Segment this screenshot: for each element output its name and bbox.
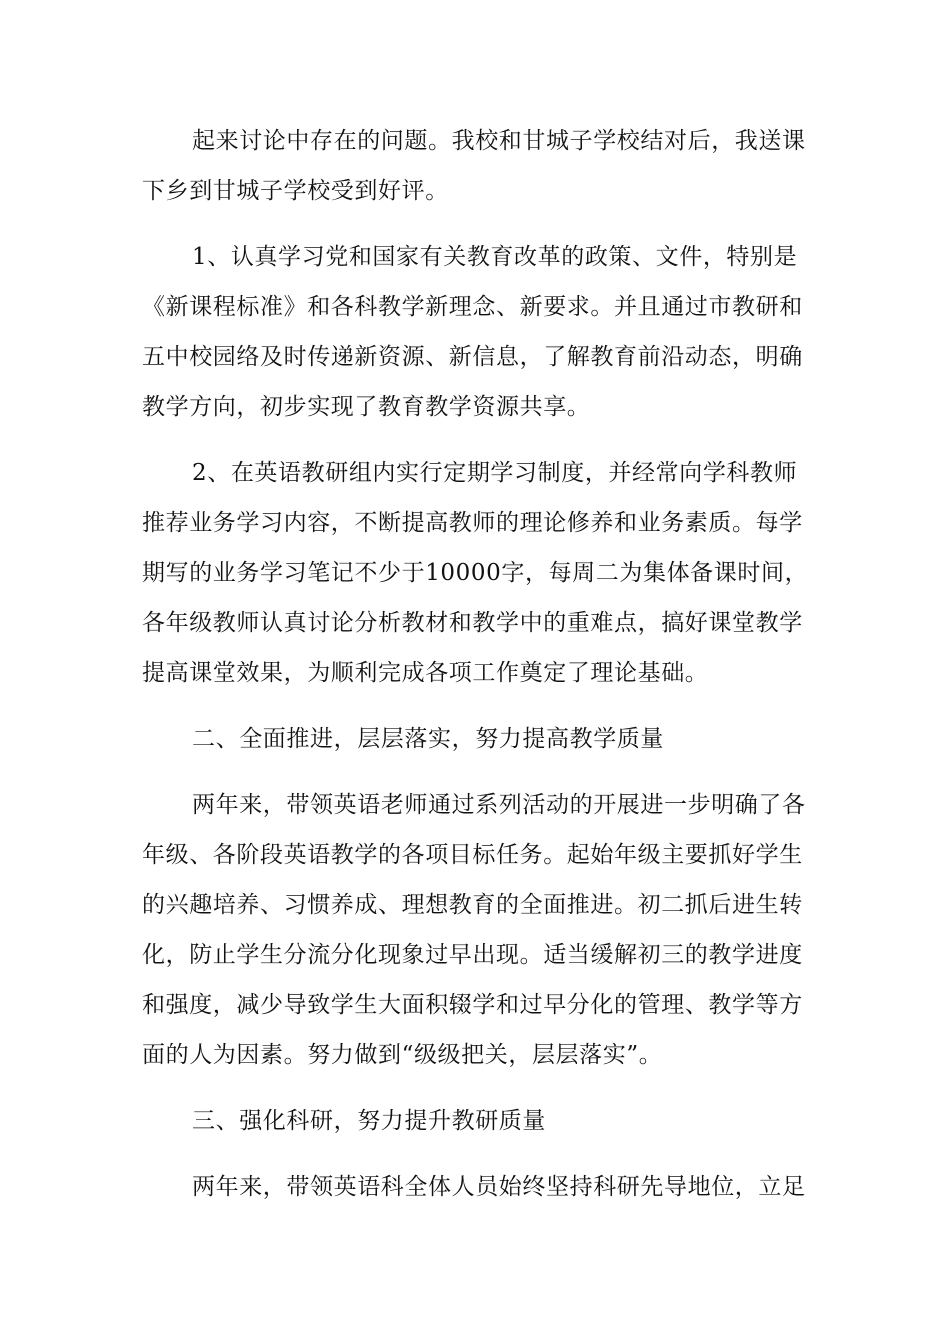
text-line: 《新课程标准》和各科教学新理念、新要求。并且通过市教研和 [142,294,803,320]
text-line: 2、在英语教研组内实行定期学习制度，并经常向学科教师 [192,460,798,486]
text-line: 化，防止学生分流分化现象过早出现。适当缓解初三的教学进度 [142,942,803,968]
section-heading: 三、强化科研，努力提升教研质量 [192,1108,546,1134]
text-line: 和强度，减少导致学生大面积辍学和过早分化的管理、教学等方 [142,992,803,1018]
text-line: 两年来，带领英语科全体人员始终坚持科研先导地位，立足 [192,1174,806,1200]
text-line: 各年级教师认真讨论分析教材和教学中的重难点，搞好课堂教学 [142,610,803,636]
text-line: 两年来，带领英语老师通过系列活动的开展进一步明确了各 [192,792,806,818]
text-line: 的兴趣培养、习惯养成、理想教育的全面推进。初二抓后进生转 [142,892,803,918]
text-line: 面的人为因素。努力做到“级级把关，层层落实”。 [142,1042,663,1068]
section-heading: 二、全面推进，层层落实，努力提高教学质量 [192,726,664,752]
text-line: 期写的业务学习笔记不少于10000字，每周二为集体备课时间， [142,560,809,586]
text-line: 下乡到甘城子学校受到好评。 [142,178,449,204]
text-line: 推荐业务学习内容，不断提高教师的理论修养和业务素质。每学 [142,510,803,536]
text-line: 起来讨论中存在的问题。我校和甘城子学校结对后，我送课 [192,128,806,154]
text-line: 提高课堂效果，为顺利完成各项工作奠定了理论基础。 [142,660,709,686]
text-line: 1、认真学习党和国家有关教育改革的政策、文件，特别是 [192,244,798,270]
text-line: 五中校园络及时传递新资源、新信息，了解教育前沿动态，明确 [142,344,803,370]
text-line: 年级、各阶段英语教学的各项目标任务。起始年级主要抓好学生 [142,842,803,868]
text-line: 教学方向，初步实现了教育教学资源共享。 [142,394,591,420]
